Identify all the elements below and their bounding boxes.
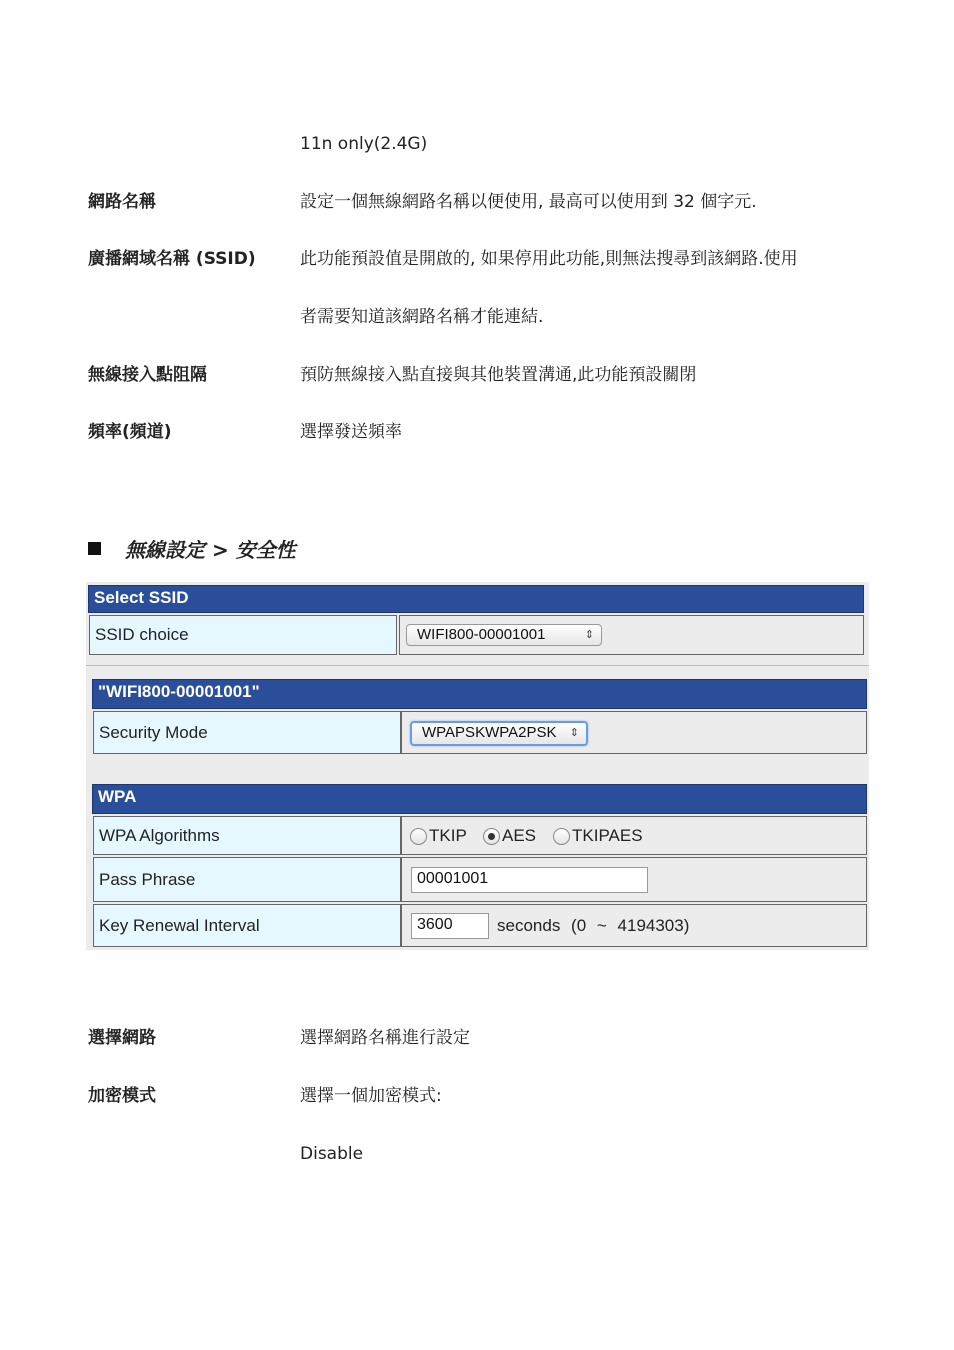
ssid-section-header: "WIFI800-00001001" bbox=[92, 679, 867, 709]
security-settings-panel bbox=[86, 582, 869, 950]
desc-network-name: 設定一個無線網路名稱以便使用, 最高可以使用到 32 個字元. bbox=[300, 192, 757, 212]
radio-tkipaes[interactable] bbox=[553, 828, 570, 845]
security-mode-select[interactable] bbox=[410, 721, 588, 746]
radio-aes[interactable] bbox=[483, 828, 500, 845]
key-renewal-cell bbox=[401, 904, 867, 947]
ssid-choice-cell bbox=[399, 615, 864, 655]
key-renewal-label: Key Renewal Interval bbox=[93, 904, 401, 947]
desc-broadcast-ssid-cont: 者需要知道該網路名稱才能連結. bbox=[300, 307, 544, 327]
wpa-algorithms-label: WPA Algorithms bbox=[93, 816, 401, 855]
security-mode-select-value: WPAPSKWPA2PSK bbox=[422, 724, 557, 741]
pass-phrase-label: Pass Phrase bbox=[93, 857, 401, 902]
radio-tkipaes-label: TKIPAES bbox=[572, 826, 643, 845]
wpa-algorithms-cell bbox=[401, 816, 867, 855]
desc-ap-isolation: 預防無線接入點直接與其他裝置溝通,此功能預設關閉 bbox=[300, 365, 697, 385]
ssid-choice-label: SSID choice bbox=[89, 615, 397, 655]
term-ap-isolation: 無線接入點阻隔 bbox=[88, 365, 207, 385]
wireless-mode-value: 11n only(2.4G) bbox=[300, 134, 428, 154]
section-heading-text: 無線設定 > 安全性 bbox=[125, 538, 296, 562]
wpa-header: WPA bbox=[92, 784, 867, 814]
pass-phrase-input[interactable]: 00001001 bbox=[411, 867, 648, 893]
pass-phrase-cell bbox=[401, 857, 867, 902]
section-heading bbox=[88, 534, 296, 563]
term-frequency-channel: 頻率(頻道) bbox=[88, 422, 172, 442]
ssid-choice-select-value: WIFI800-00001001 bbox=[417, 626, 546, 643]
radio-tkip-label: TKIP bbox=[429, 826, 467, 845]
select-arrows-icon: ⇕ bbox=[584, 629, 594, 641]
select-ssid-header: Select SSID bbox=[88, 585, 864, 613]
term-encryption-mode: 加密模式 bbox=[88, 1086, 156, 1106]
desc-broadcast-ssid: 此功能預設值是開啟的, 如果停用此功能,則無法搜尋到該網路.使用 bbox=[300, 249, 798, 269]
desc-encryption-mode: 選擇一個加密模式: bbox=[300, 1086, 442, 1106]
mode-option-disable: Disable bbox=[300, 1144, 364, 1164]
term-broadcast-ssid: 廣播網域名稱 (SSID) bbox=[88, 249, 256, 269]
ssid-choice-select[interactable] bbox=[406, 624, 602, 646]
radio-aes-label: AES bbox=[502, 826, 537, 845]
key-renewal-input[interactable]: 3600 bbox=[411, 913, 489, 939]
panel-divider bbox=[86, 665, 869, 666]
select-arrows-icon: ⇕ bbox=[569, 727, 579, 739]
radio-tkip[interactable] bbox=[410, 828, 427, 845]
security-mode-cell bbox=[401, 711, 867, 754]
key-renewal-unit: seconds (0 ~ 4194303) bbox=[497, 916, 690, 935]
desc-frequency-channel: 選擇發送頻率 bbox=[300, 422, 402, 442]
square-bullet-icon bbox=[88, 542, 101, 555]
security-mode-label: Security Mode bbox=[93, 711, 401, 754]
term-network-name: 網路名稱 bbox=[88, 192, 156, 212]
desc-select-network: 選擇網路名稱進行設定 bbox=[300, 1028, 470, 1048]
term-select-network: 選擇網路 bbox=[88, 1028, 156, 1048]
